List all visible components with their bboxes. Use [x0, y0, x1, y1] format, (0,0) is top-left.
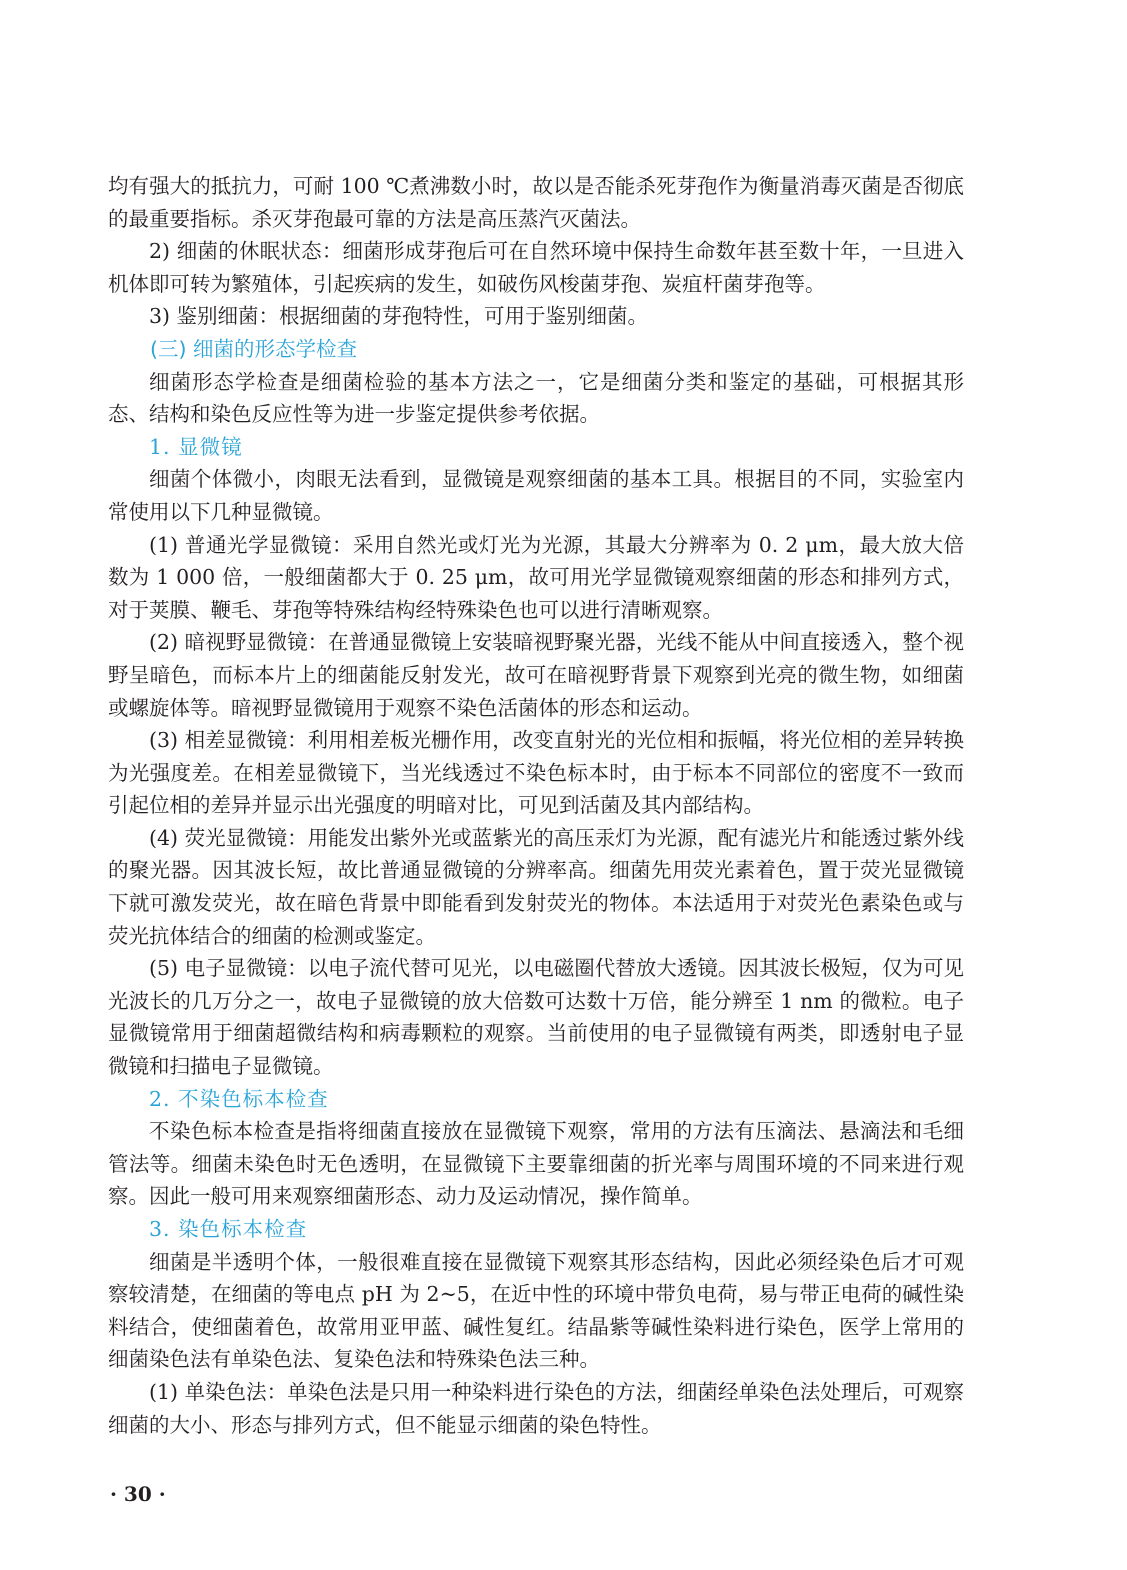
paragraph-darkfield-microscope: (2) 暗视野显微镜：在普通显微镜上安装暗视野聚光器，光线不能从中间直接透入，整个视野呈暗色，而标本片上的细菌能反射发光，故可在暗视野背景下观察到光亮的微生物，如细菌或螺旋体等。暗视野显微镜用于观察不染色活菌体的形态和运动。 — [108, 630, 964, 720]
subheading-unstained: 2. 不染色标本检查 — [149, 1086, 329, 1111]
section-heading-morphology: (三) 细菌的形态学检查 — [150, 336, 358, 361]
subheading-microscope: 1. 显微镜 — [149, 434, 243, 459]
paragraph-optical-microscope: (1) 普通光学显微镜：采用自然光或灯光为光源，其最大分辨率为 0. 2 μm，最大放大倍数为 1 000 倍，一般细菌都大于 0. 25 μm，故可用光学显微镜观察细菌的形态和排列方式，对于荚膜、鞭毛、芽孢等特殊结构经特殊染色也可以进行清晰观察。 — [108, 532, 964, 622]
page-number: · 30 · — [110, 1482, 166, 1506]
paragraph-spore-resistance: 均有强大的抵抗力，可耐 100 ℃煮沸数小时，故以是否能杀死芽孢作为衡量消毒灭菌是否彻底的最重要指标。杀灭芽孢最可靠的方法是高压蒸汽灭菌法。 — [108, 174, 964, 231]
paragraph-electron-microscope: (5) 电子显微镜：以电子流代替可见光，以电磁圈代替放大透镜。因其波长极短，仅为可见光波长的几万分之一，故电子显微镜的放大倍数可达数十万倍，能分辨至 1 nm 的微粒。电子显微镜常用于细菌超微结构和病毒颗粒的观察。当前使用的电子显微镜有两类，即透射电子显微镜和扫描电子显微镜。 — [108, 956, 964, 1079]
paragraph-dormancy: 2) 细菌的休眠状态：细菌形成芽孢后可在自然环境中保持生命数年甚至数十年，一旦进入机体即可转为繁殖体，引起疾病的发生，如破伤风梭菌芽孢、炭疽杆菌芽孢等。 — [108, 239, 964, 296]
page-content — [108, 170, 964, 1441]
subheading-stained: 3. 染色标本检查 — [149, 1217, 308, 1241]
paragraph-unstained: 不染色标本检查是指将细菌直接放在显微镜下观察，常用的方法有压滴法、悬滴法和毛细管法等。细菌未染色时无色透明，在显微镜下主要靠细菌的折光率与周围环境的不同来进行观察。因此一般可用来观察细菌形态、动力及运动情况，操作简单。 — [108, 1119, 964, 1209]
paragraph-stained: 细菌是半透明个体，一般很难直接在显微镜下观察其形态结构，因此必须经染色后才可观察较清楚，在细菌的等电点 pH 为 2~5，在近中性的环境中带负电荷，易与带正电荷的碱性染料结合，使细菌着色，故常用亚甲蓝、碱性复红。结晶紫等碱性染料进行染色，医学上常用的细菌染色法有单染色法、复染色法和特殊染色法三种。 — [108, 1249, 964, 1372]
paragraph-phase-contrast-microscope: (3) 相差显微镜：利用相差板光栅作用，改变直射光的光位相和振幅，将光位相的差异转换为光强度差。在相差显微镜下，当光线透过不染色标本时，由于标本不同部位的密度不一致而引起位相的差异并显示出光强度的明暗对比，可见到活菌及其内部结构。 — [108, 728, 964, 818]
paragraph-fluorescence-microscope: (4) 荧光显微镜：用能发出紫外光或蓝紫光的高压汞灯为光源，配有滤光片和能透过紫外线的聚光器。因其波长短，故比普通显微镜的分辨率高。细菌先用荧光素着色，置于荧光显微镜下就可激发荧光，故在暗色背景中即能看到发射荧光的物体。本法适用于对荧光色素染色或与荧光抗体结合的细菌的检测或鉴定。 — [108, 825, 964, 948]
paragraph-identification: 3) 鉴别细菌：根据细菌的芽孢特性，可用于鉴别细菌。 — [149, 304, 649, 329]
paragraph-morphology-intro: 细菌形态学检查是细菌检验的基本方法之一，它是细菌分类和鉴定的基础，可根据其形态、结构和染色反应性等为进一步鉴定提供参考依据。 — [108, 369, 964, 427]
paragraph-microscope-intro: 细菌个体微小，肉眼无法看到，显微镜是观察细菌的基本工具。根据目的不同，实验室内常使用以下几种显微镜。 — [108, 467, 964, 524]
paragraph-simple-stain: (1) 单染色法：单染色法是只用一种染料进行染色的方法，细菌经单染色法处理后，可观察细菌的大小、形态与排列方式，但不能显示细菌的染色特性。 — [108, 1379, 964, 1437]
